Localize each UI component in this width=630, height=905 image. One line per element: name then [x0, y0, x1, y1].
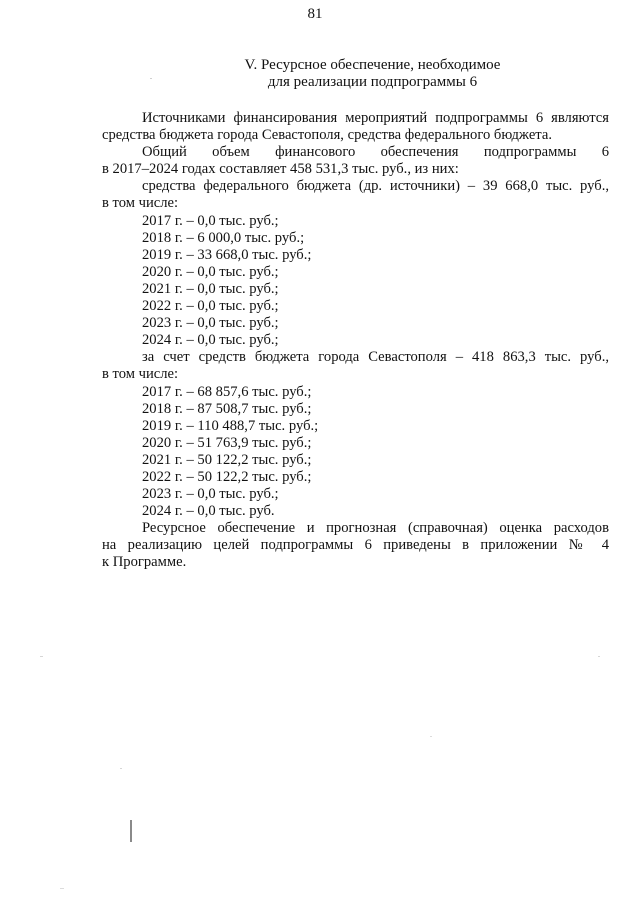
total-line-2: в 2017–2024 годах составляет 458 531,3 тыс. руб., из них:: [102, 161, 459, 178]
document-body: [102, 110, 609, 572]
federal-line-1: средства федерального бюджета (др. источники) – 39 668,0 тыс. руб.,: [142, 178, 609, 195]
federal-year-item: 2019 г. – 33 668,0 тыс. руб.;: [142, 246, 312, 263]
scan-artifact-mark: [598, 656, 600, 657]
city-line-2: в том числе:: [102, 366, 179, 383]
federal-years-list: [102, 213, 609, 350]
federal-year-item: 2024 г. – 0,0 тыс. руб.;: [142, 332, 279, 349]
city-year-item: 2023 г. – 0,0 тыс. руб.;: [142, 486, 279, 503]
scan-artifact-mark: [130, 820, 132, 842]
section-heading: [0, 57, 630, 91]
city-year-item: 2020 г. – 51 763,9 тыс. руб.;: [142, 434, 312, 451]
closing-line-1: Ресурсное обеспечение и прогнозная (справочная) оценка расходов: [142, 520, 609, 537]
federal-line-2: в том числе:: [102, 195, 179, 212]
federal-year-item: 2022 г. – 0,0 тыс. руб.;: [142, 298, 279, 315]
federal-year-item: 2020 г. – 0,0 тыс. руб.;: [142, 263, 279, 280]
page-number: 81: [307, 6, 323, 22]
sources-line-2: средства бюджета города Севастополя, средства федерального бюджета.: [102, 127, 552, 144]
city-year-item: 2019 г. – 110 488,7 тыс. руб.;: [142, 417, 319, 434]
scan-artifact-mark: [40, 656, 43, 657]
closing-line-2: на реализацию целей подпрограммы 6 приведены в приложении № 4: [102, 537, 609, 554]
city-year-item: 2024 г. – 0,0 тыс. руб.: [142, 503, 275, 520]
city-year-item: 2022 г. – 50 122,2 тыс. руб.;: [142, 468, 312, 485]
closing-line-3: к Программе.: [102, 554, 187, 571]
scan-artifact-mark: [60, 888, 64, 889]
federal-year-item: 2017 г. – 0,0 тыс. руб.;: [142, 212, 279, 229]
section-title-line-2: для реализации подпрограммы 6: [267, 74, 478, 90]
section-title-line-1: V. Ресурсное обеспечение, необходимое: [244, 57, 501, 73]
city-years-list: [102, 384, 609, 521]
scan-artifact-mark: [120, 768, 122, 769]
scan-artifact-mark: [430, 736, 432, 737]
city-year-item: 2021 г. – 50 122,2 тыс. руб.;: [142, 451, 312, 468]
scan-artifact-mark: [150, 78, 152, 79]
sources-line-1: Источниками финансирования мероприятий подпрограммы 6 являются: [142, 110, 609, 126]
federal-year-item: 2023 г. – 0,0 тыс. руб.;: [142, 315, 279, 332]
federal-year-item: 2021 г. – 0,0 тыс. руб.;: [142, 280, 279, 297]
federal-year-item: 2018 г. – 6 000,0 тыс. руб.;: [142, 229, 305, 246]
city-line-1: за счет средств бюджета города Севастополя – 418 863,3 тыс. руб.,: [142, 349, 609, 366]
city-year-item: 2018 г. – 87 508,7 тыс. руб.;: [142, 400, 312, 417]
city-year-item: 2017 г. – 68 857,6 тыс. руб.;: [142, 383, 312, 400]
total-line-1: Общий объем финансового обеспечения подпрограммы 6: [142, 144, 609, 161]
